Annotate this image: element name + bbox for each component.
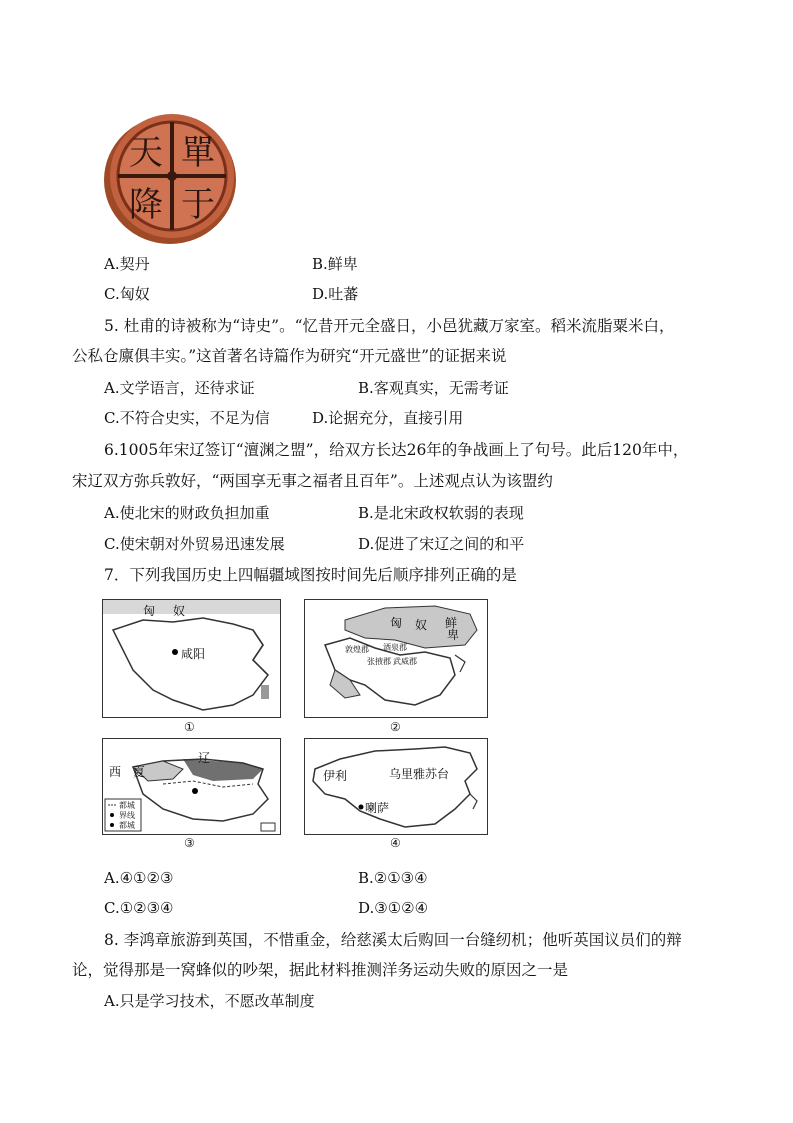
q4-option-c[interactable]: C.匈奴 (104, 285, 150, 303)
q5-stem-line-1: 5. 杜甫的诗被称为“诗史”。“忆昔开元全盛日，小邑犹藏万家室。稻米流脂粟米白， (104, 317, 675, 335)
tile-glyph-2: 于 (181, 185, 215, 225)
map-3-label-4: 辽 (198, 751, 211, 765)
q6-option-b[interactable]: B.是北宋政权软弱的表现 (358, 504, 524, 522)
map-3-label-1: 西 (109, 765, 122, 779)
map-3-legend-2: 界线 (119, 811, 135, 820)
q5-stem-line-2: 公私仓廪俱丰实。”这首著名诗篇作为研究“开元盛世”的证据来说 (72, 347, 507, 365)
map-4-svg (305, 739, 487, 834)
map-4-caption: ④ (390, 836, 401, 850)
map-3-label-2: 夏 (133, 765, 146, 779)
map-4-label-1: 伊利 (323, 769, 348, 783)
map-3-caption: ③ (184, 836, 195, 850)
map-2-label-6: 酒泉郡 (383, 643, 407, 652)
map-3-legend-3: 都城 (119, 821, 135, 830)
eaves-tile-image (100, 106, 240, 246)
tile-glyph-1: 單 (181, 133, 215, 173)
q7-stem: 7．下列我国历史上四幅疆域图按时间先后顺序排列正确的是 (104, 566, 517, 584)
map-1-label-2: 奴 (173, 604, 186, 618)
map-2-han (304, 599, 488, 718)
map-2-label-5: 敦煌郡 (345, 645, 369, 654)
map-2-label-1: 匈 (390, 616, 403, 630)
q5-option-a[interactable]: A.文学语言，还待求证 (104, 379, 255, 397)
map-2-label-7: 张掖郡 (367, 657, 391, 666)
map-2-label-3: 鲜 (445, 616, 458, 630)
q6-option-d[interactable]: D.促进了宋辽之间的和平 (358, 535, 525, 553)
map-3-song (102, 738, 281, 835)
map-1-qin (102, 599, 281, 718)
map-3-legend-1: 都城 (119, 801, 135, 810)
map-2-label-4: 卑 (447, 628, 460, 642)
q7-option-a[interactable]: A.④①②③ (104, 869, 174, 887)
map-2-label-8: 武威郡 (393, 657, 417, 666)
map-4-label-2: 乌里雅苏台 (389, 767, 450, 781)
q5-option-c[interactable]: C.不符合史实，不足为信 (104, 409, 270, 427)
map-2-label-2: 奴 (415, 618, 428, 632)
q7-option-b[interactable]: B.②①③④ (358, 869, 428, 887)
map-1-caption: ① (184, 720, 195, 734)
map-1-label-1: 匈 (143, 604, 156, 618)
q4-option-a[interactable]: A.契丹 (104, 255, 150, 273)
q8-stem-line-2: 论，觉得那是一窝蜂似的吵架，据此材料推测洋务运动失败的原因之一是 (72, 961, 569, 979)
q6-option-c[interactable]: C.使宋朝对外贸易迅速发展 (104, 535, 285, 553)
map-2-caption: ② (390, 720, 401, 734)
map-4-label-3: 喇萨 (365, 801, 390, 815)
q6-stem-line-1: 6.1005年宋辽签订“澶渊之盟”，给双方长达26年的争战画上了句号。此后120年中， (104, 441, 689, 459)
q8-stem-line-1: 8. 李鸿章旅游到英国，不惜重金，给慈溪太后购回一台缝纫机；他听英国议员们的辩 (104, 931, 682, 949)
q6-stem-line-2: 宋辽双方弥兵敦好，“两国享无事之福者且百年”。上述观点认为该盟约 (72, 472, 553, 490)
q4-option-b[interactable]: B.鲜卑 (312, 255, 358, 273)
map-4-qing (304, 738, 488, 835)
q6-option-a[interactable]: A.使北宋的财政负担加重 (104, 504, 270, 522)
q5-option-d[interactable]: D.论据充分，直接引用 (312, 409, 464, 427)
q8-option-a[interactable]: A.只是学习技术，不愿改革制度 (104, 992, 315, 1010)
q7-option-d[interactable]: D.③①②④ (358, 899, 429, 917)
map-1-label-3: 咸阳 (181, 647, 206, 661)
eaves-tile-svg (100, 106, 240, 246)
q5-option-b[interactable]: B.客观真实，无需考证 (358, 379, 509, 397)
q7-option-c[interactable]: C.①②③④ (104, 899, 174, 917)
q4-option-d[interactable]: D.吐蕃 (312, 285, 359, 303)
tile-glyph-4: 降 (129, 185, 163, 225)
tile-glyph-3: 天 (129, 133, 163, 173)
